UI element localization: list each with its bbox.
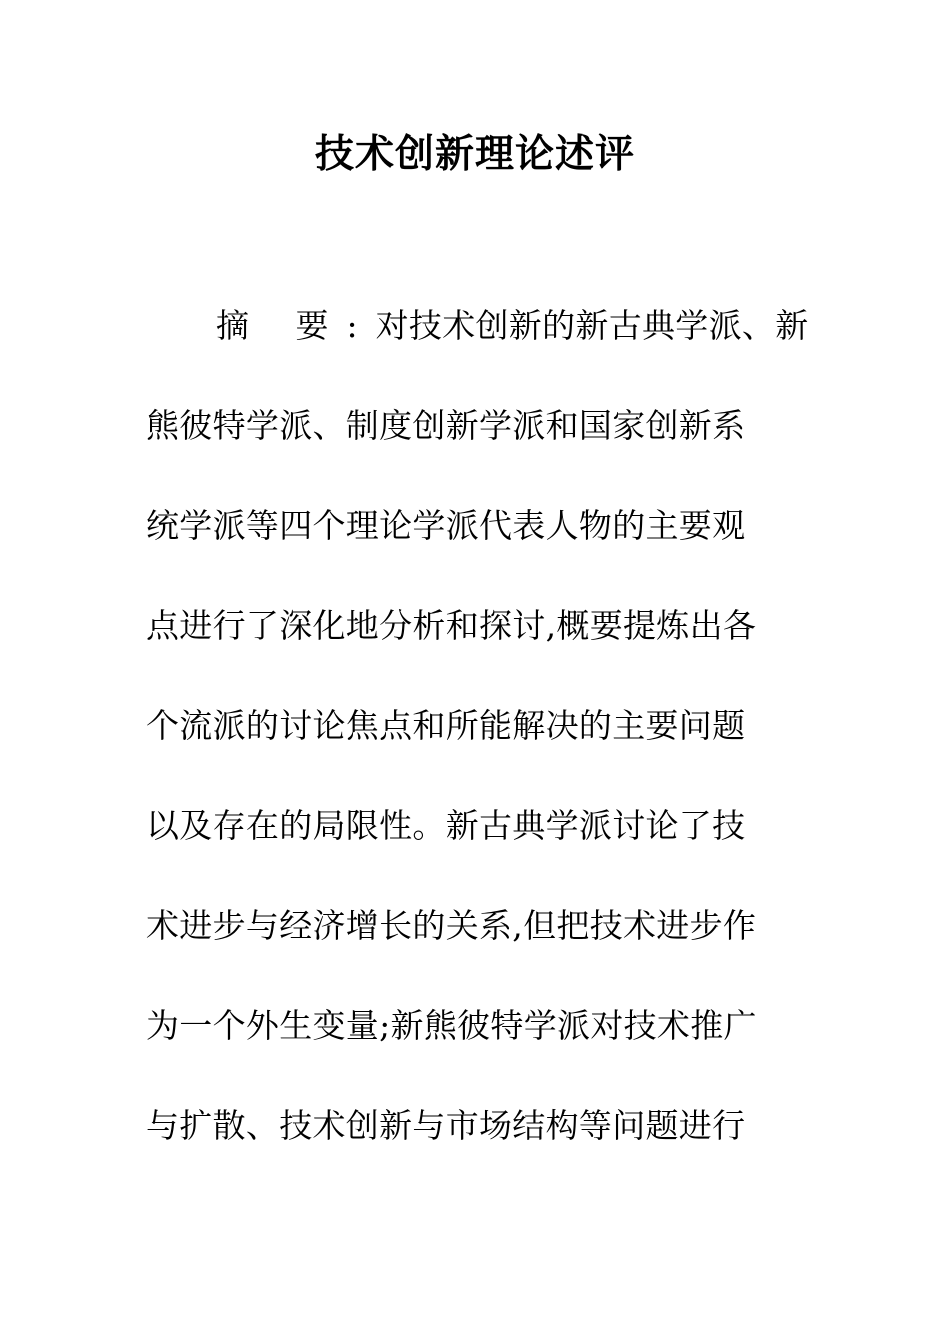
abstract-line-4: 点进行了深化地分析和探讨,概要提炼出各 (146, 606, 757, 645)
abstract-line-2: 熊彼特学派、制度创新学派和国家创新系 (146, 406, 746, 445)
abstract-text: 对技术创新的新古典学派、新 (375, 306, 809, 345)
abstract-line-5: 个流派的讨论焦点和所能解决的主要问题 (146, 706, 746, 745)
abstract-label: 摘 要: (216, 306, 376, 345)
abstract-line-9: 与扩散、技术创新与市场结构等问题进行 (146, 1106, 746, 1145)
abstract-line-8: 为一个外生变量;新熊彼特学派对技术推广 (146, 1006, 757, 1045)
abstract-body (146, 298, 809, 1198)
abstract-line-7: 术进步与经济增长的关系,但把技术进步作 (146, 906, 757, 945)
abstract-line-6: 以及存在的局限性。新古典学派讨论了技 (146, 806, 746, 845)
document-title: 技术创新理论述评 (314, 131, 635, 177)
abstract-line-3: 统学派等四个理论学派代表人物的主要观 (146, 506, 746, 545)
abstract-line-1 (146, 298, 809, 398)
